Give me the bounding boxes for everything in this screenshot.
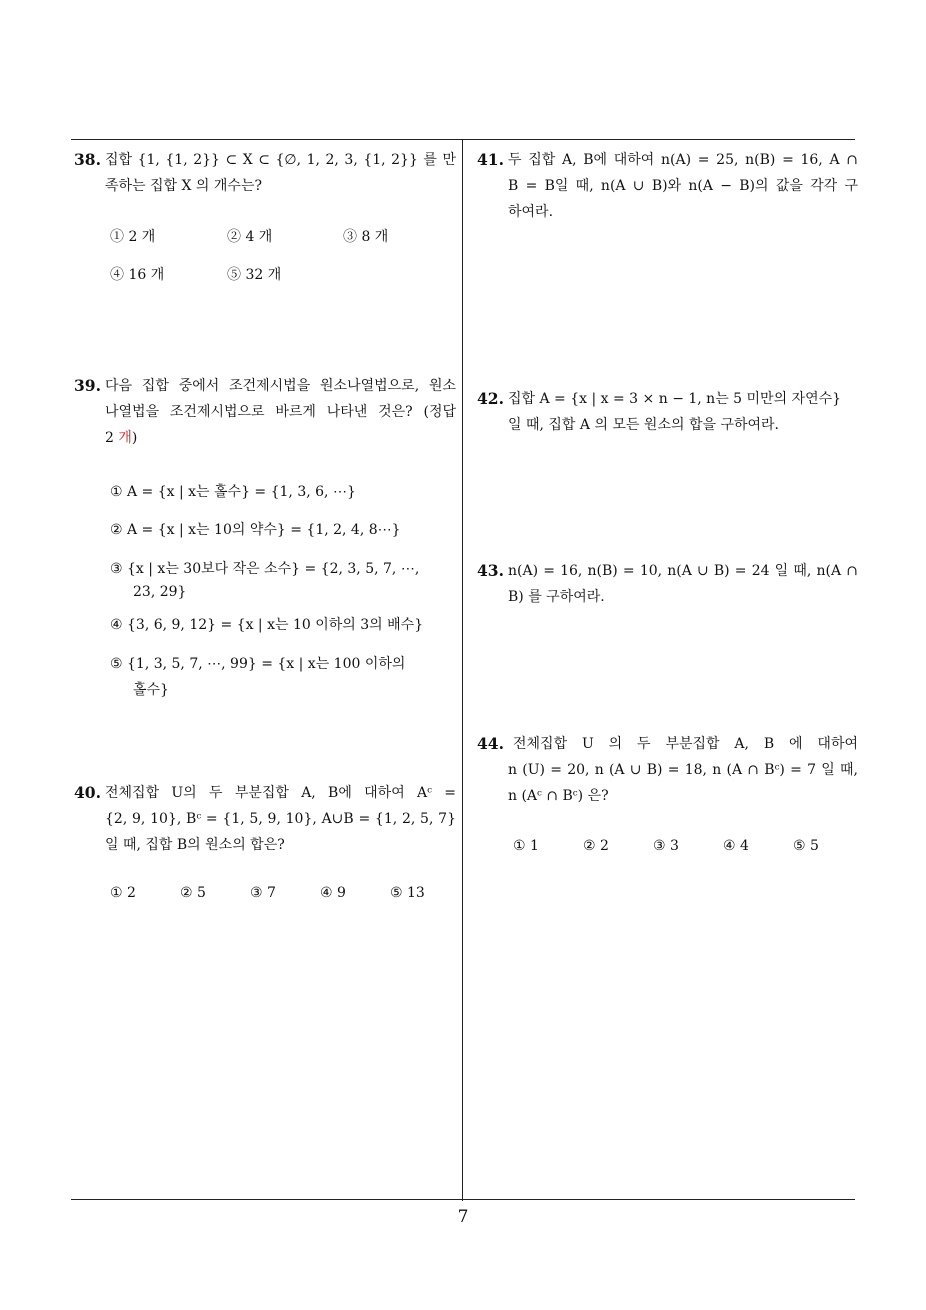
question-text: 나열법을 조건제시법으로 바르게 나타낸 것은? (정답 <box>105 404 456 420</box>
answer-option[interactable]: ② 4 개 <box>227 229 273 245</box>
question-42 <box>477 386 858 438</box>
answer-count-unit: 개 <box>118 430 132 446</box>
bottom-rule <box>71 1199 855 1200</box>
answer-option[interactable]: ④ 4 <box>723 838 749 854</box>
answer-count-number: 2 <box>105 430 119 446</box>
question-text: 족하는 집합 X 의 개수는? <box>105 178 262 194</box>
question-41 <box>477 147 858 225</box>
question-text: 하여라. <box>508 204 554 220</box>
question-44 <box>477 731 858 809</box>
column-divider <box>462 139 463 1201</box>
question-text: 집합 A = {x | x = 3 × n − 1, n는 5 미만의 자연수} <box>508 391 842 407</box>
answer-option-continuation: 홀수} <box>133 682 169 698</box>
answer-option[interactable]: ③ {x | x는 30보다 작은 소수} = {2, 3, 5, 7, ⋯, <box>110 561 420 577</box>
answer-option[interactable]: ③ 8 개 <box>343 229 389 245</box>
answer-option[interactable]: ② 2 <box>583 838 609 854</box>
answer-option[interactable]: ② 5 <box>180 885 206 901</box>
question-text: 일 때, 집합 B의 원소의 합은? <box>105 837 285 853</box>
question-text <box>105 425 456 451</box>
question-text: {2, 9, 10}, Bᶜ = {1, 5, 9, 10}, A∪B = {1, 2, 5, 7} <box>105 811 456 827</box>
question-number: 43. <box>477 561 504 580</box>
answer-option[interactable]: ② A = {x | x는 10의 약수} = {1, 2, 4, 8⋯} <box>110 522 401 538</box>
answer-option[interactable]: ① A = {x | x는 홀수} = {1, 3, 6, ⋯} <box>110 484 356 500</box>
answer-option[interactable]: ⑤ 13 <box>390 885 425 901</box>
question-text: 전체집합 U 의 두 부분집합 A, B 에 대하여 <box>513 736 858 752</box>
question-number: 44. <box>477 734 504 753</box>
question-number: 41. <box>477 150 504 169</box>
top-rule <box>71 139 855 140</box>
question-text: 집합 {1, {1, 2}} ⊂ X ⊂ {∅, 1, 2, 3, {1, 2}} 를 만 <box>105 152 456 168</box>
answer-option[interactable]: ⑤ {1, 3, 5, 7, ⋯, 99} = {x | x는 100 이하의 <box>110 656 406 672</box>
answer-option-continuation: 23, 29} <box>133 584 187 600</box>
question-number: 38. <box>74 150 101 169</box>
question-text: 전체집합 U의 두 부분집합 A, B에 대하여 Aᶜ = <box>105 785 456 801</box>
question-number: 42. <box>477 389 504 408</box>
answer-option[interactable]: ④ 16 개 <box>110 267 165 283</box>
question-text: 두 집합 A, B에 대하여 n(A) = 25, n(B) = 16, A ∩ <box>508 152 858 168</box>
question-number: 40. <box>74 783 101 802</box>
question-38 <box>74 147 456 199</box>
answer-option[interactable]: ③ 7 <box>250 885 276 901</box>
question-text: 다음 집합 중에서 조건제시법을 원소나열법으로, 원소 <box>105 378 456 394</box>
question-43 <box>477 558 858 610</box>
answer-option[interactable]: ④ {3, 6, 9, 12} = {x | x는 10 이하의 3의 배수} <box>110 617 424 633</box>
question-39 <box>74 373 456 451</box>
answer-option[interactable]: ① 1 <box>513 838 539 854</box>
question-text: n(A) = 16, n(B) = 10, n(A ∪ B) = 24 일 때, n(A ∩ <box>508 563 858 579</box>
question-text: n (U) = 20, n (A ∪ B) = 18, n (A ∩ Bᶜ) = 7 일 때, <box>508 762 858 778</box>
question-number: 39. <box>74 376 101 395</box>
question-text: 일 때, 집합 A 의 모든 원소의 합을 구하여라. <box>508 417 779 433</box>
question-text: B) 를 구하여라. <box>508 589 605 605</box>
page-number: 7 <box>457 1207 469 1227</box>
answer-option[interactable]: ⑤ 32 개 <box>227 267 282 283</box>
answer-option[interactable]: ③ 3 <box>653 838 679 854</box>
answer-option[interactable]: ① 2 <box>110 885 136 901</box>
closing-paren: ) <box>131 430 138 446</box>
answer-option[interactable]: ⑤ 5 <box>793 838 819 854</box>
answer-option[interactable]: ① 2 개 <box>110 229 156 245</box>
question-text: n (Aᶜ ∩ Bᶜ) 은? <box>508 788 609 804</box>
question-40 <box>74 780 456 858</box>
answer-option[interactable]: ④ 9 <box>320 885 346 901</box>
question-text: B = B일 때, n(A ∪ B)와 n(A − B)의 값을 각각 구 <box>508 178 858 194</box>
